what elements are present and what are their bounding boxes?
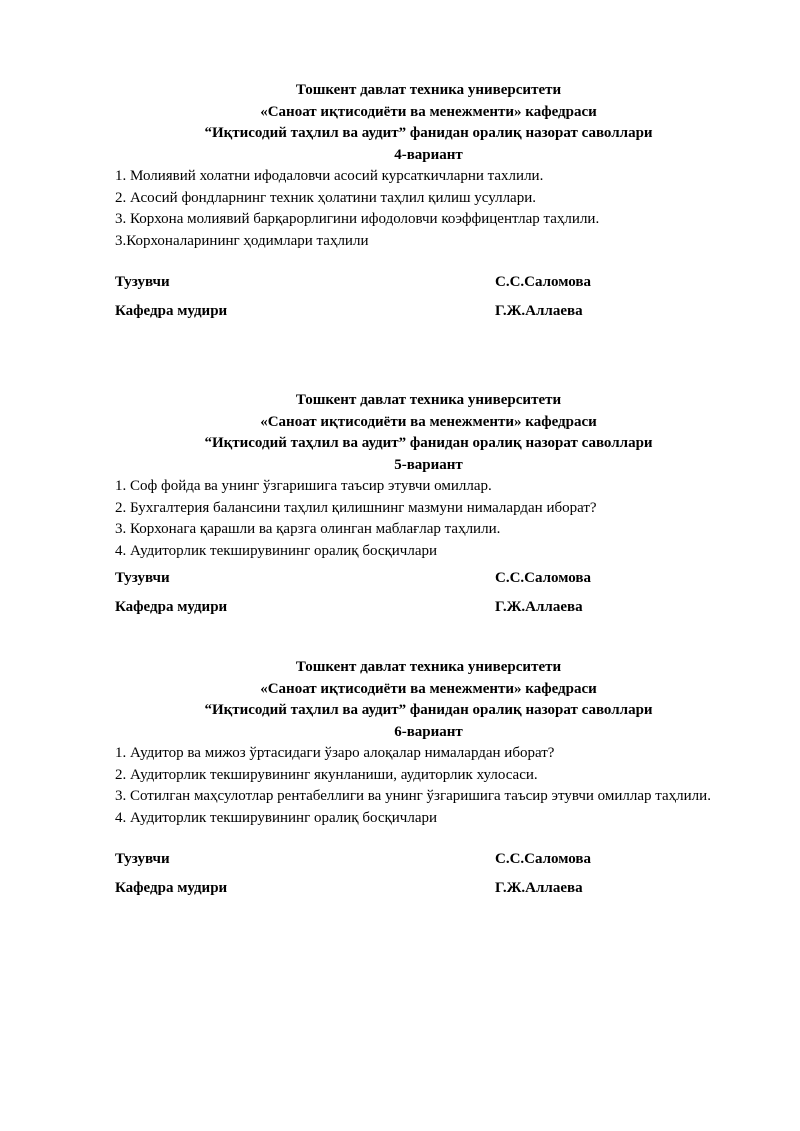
variant-title: 4-вариант [394, 146, 463, 163]
compiler-signature [115, 568, 742, 589]
compiler-signature [115, 272, 742, 293]
variant-title: 5-вариант [394, 456, 463, 473]
subject-title: “Иқтисодий таҳлил ва аудит” фанидан оралиқ назорат саволлари [204, 702, 653, 718]
variant-4-block [115, 80, 742, 322]
question-item: 1. Соф фойда ва унинг ўзгаришига таъсир этувчи омиллар. [115, 478, 492, 494]
compiler-signature [115, 849, 742, 870]
department-name: «Саноат иқтисодиёти ва менежменти» кафедраси [260, 413, 597, 430]
question-list [115, 166, 742, 252]
university-name: Тошкент давлат техника университети [295, 82, 562, 98]
compiler-role: Тузувчи [115, 851, 170, 867]
question-item: 4. Аудиторлик текширувининг оралиқ босқичлари [115, 809, 438, 826]
variant-6-block [115, 657, 742, 899]
compiler-role: Тузувчи [115, 274, 170, 290]
university-name: Тошкент давлат техника университети [295, 392, 562, 408]
variant-title: 6-вариант [394, 723, 463, 740]
question-item: 3. Сотилган маҳсулотлар рентабеллиги ва унинг ўзгаришига таъсир этувчи омиллар таҳлили. [115, 788, 711, 804]
subject-title: “Иқтисодий таҳлил ва аудит” фанидан оралиқ назорат саволлари [204, 125, 653, 141]
head-name: Г.Ж.Аллаева [495, 303, 583, 319]
question-list [115, 476, 742, 562]
head-signature [115, 597, 742, 618]
department-name: «Саноат иқтисодиёти ва менежменти» кафедраси [260, 103, 597, 120]
compiler-name: С.С.Саломова [495, 570, 592, 586]
head-name: Г.Ж.Аллаева [495, 880, 583, 896]
subject-title: “Иқтисодий таҳлил ва аудит” фанидан оралиқ назорат саволлари [204, 435, 653, 451]
compiler-name: С.С.Саломова [495, 851, 592, 867]
compiler-role: Тузувчи [115, 570, 170, 586]
question-item: 2. Бухгалтерия балансини таҳлил қилишнинг мазмуни нималардан иборат? [115, 499, 597, 516]
question-item: 2. Асосий фондларнинг техник ҳолатини таҳлил қилиш усуллари. [115, 189, 536, 206]
university-name: Тошкент давлат техника университети [295, 659, 562, 675]
compiler-name: С.С.Саломова [495, 274, 592, 290]
head-role: Кафедра мудири [115, 880, 228, 896]
question-item: 3. Корхонага қарашли ва қарзга олинган маблағлар таҳлили. [115, 521, 501, 537]
question-item: 4. Аудиторлик текширувининг оралиқ босқичлари [115, 542, 438, 559]
head-signature [115, 301, 742, 322]
question-item: 3. Корхона молиявий барқарорлигини ифодоловчи коэффицентлар таҳлили. [115, 211, 600, 227]
head-signature [115, 878, 742, 899]
question-item: 3.Корхоналарининг ҳодимлари таҳлили [115, 232, 369, 249]
question-list [115, 743, 742, 829]
head-role: Кафедра мудири [115, 303, 228, 319]
question-item: 2. Аудиторлик текширувининг якунланиши, аудиторлик хулосаси. [115, 766, 538, 783]
question-item: 1. Аудитор ва мижоз ўртасидаги ўзаро алоқалар нималардан иборат? [115, 745, 555, 761]
question-item: 1. Молиявий холатни ифодаловчи асосий курсаткичларни тахлили. [115, 168, 544, 184]
head-role: Кафедра мудири [115, 599, 228, 615]
head-name: Г.Ж.Аллаева [495, 599, 583, 615]
department-name: «Саноат иқтисодиёти ва менежменти» кафедраси [260, 680, 597, 697]
variant-5-block [115, 390, 742, 618]
